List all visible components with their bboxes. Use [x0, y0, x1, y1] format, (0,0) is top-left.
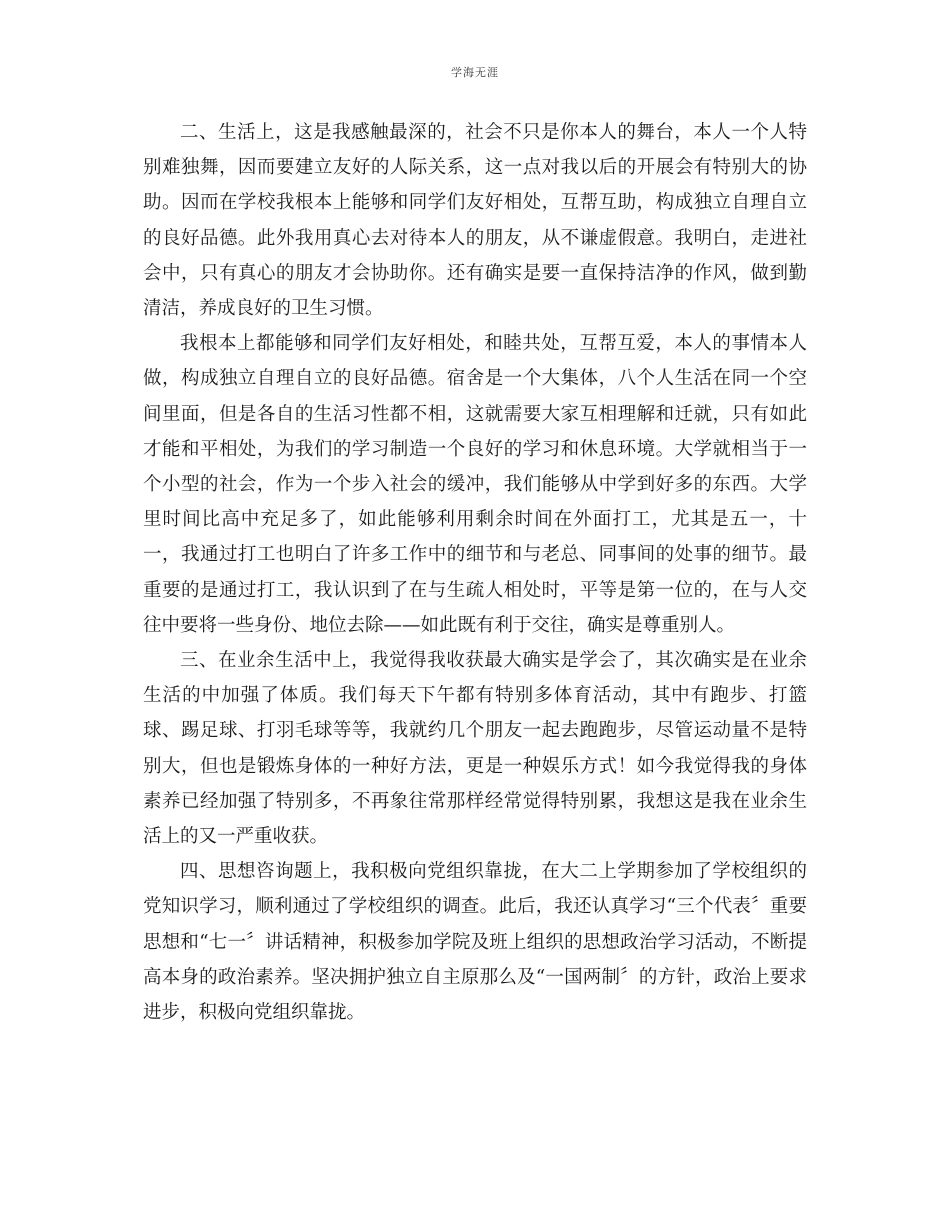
document-body: [143, 115, 807, 1030]
paragraph-leisure: 三、在业余生活中上，我觉得我收获最大确实是学会了，其次确实是在业余生活的中加强了体质。我们每天下午都有特别多体育活动，其中有跑步、打篮球、踢足球、打羽毛球等等，我就约几个朋友一起去跑跑步，尽管运动量不是特别大，但也是锻炼身体的一种好方法，更是一种娱乐方式！如今我觉得我的身体素养已经加强了特别多，不再象往常那样经常觉得特别累，我想这是我在业余生活上的又一严重收获。: [143, 650, 807, 848]
paragraph-life: 二、生活上，这是我感触最深的，社会不只是你本人的舞台，本人一个人特别难独舞，因而要建立友好的人际关系，这一点对我以后的开展会有特别大的协助。因而在学校我根本上能够和同学们友好相处，互帮互助，构成独立自理自立的良好品德。此外我用真心去对待本人的朋友，从不谦虚假意。我明白，走进社会中，只有真心的朋友才会协助你。还有确实是要一直保持洁净的作风，做到勤清洁，养成良好的卫生习惯。: [143, 122, 807, 320]
paragraph-ideology: 四、思想咨询题上，我积极向党组织靠拢，在大二上学期参加了学校组织的党知识学习，顺利通过了学校组织的调查。此后，我还认真学习“三个代表〞重要思想和“七一〞讲话精神，积极参加学院及班上组织的思想政治学习活动，不断提高本身的政治素养。坚决拥护独立自主原那么及“一国两制〞的方针，政治上要求进步，积极向党组织靠拢。: [143, 861, 807, 1024]
page-header: 学海无涯: [451, 66, 499, 79]
paragraph-dormitory: 我根本上都能够和同学们友好相处，和睦共处，互帮互爱，本人的事情本人做，构成独立自理自立的良好品德。宿舍是一个大集体，八个人生活在同一个空间里面，但是各自的生活习性都不相，这就需要大家互相理解和迁就，只有如此才能和平相处，为我们的学习制造一个良好的学习和休息环境。大学就相当于一个小型的社会，作为一个步入社会的缓冲，我们能够从中学到好多的东西。大学里时间比高中充足多了，如此能够利用剩余时间在外面打工，尤其是五一，十一，我通过打工也明白了许多工作中的细节和与老总、同事间的处事的细节。最重要的是通过打工，我认识到了在与生疏人相处时，平等是第一位的，在与人交往中要将一些身份、地位去除——如此既有利于交往，确实是尊重别人。: [143, 333, 807, 636]
